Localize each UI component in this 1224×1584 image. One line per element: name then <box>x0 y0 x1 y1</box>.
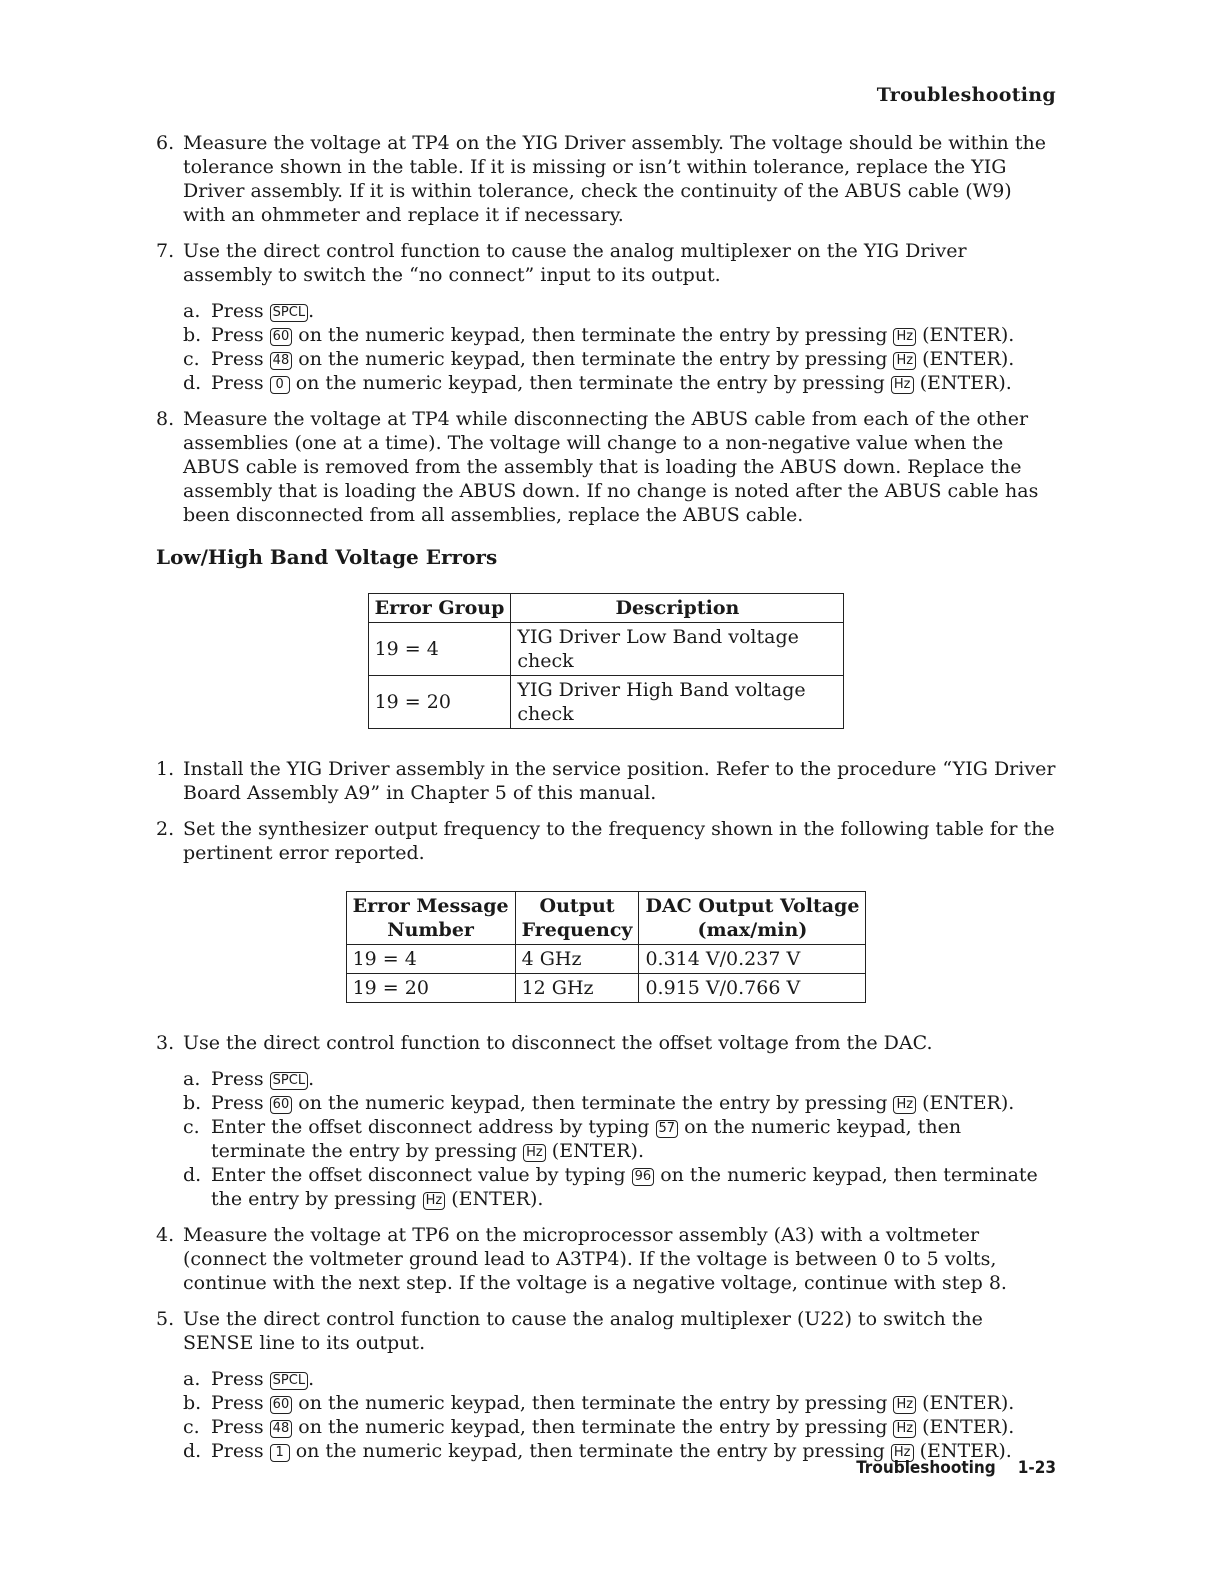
steps-list-2 <box>156 757 1056 865</box>
step-4 <box>156 1223 1056 1295</box>
key-0: 0 <box>270 376 290 394</box>
step-text: Install the YIG Driver assembly in the service position. Refer to the procedure “YIG Driver Board Assembly A9” in Chapter 5 of this manual. <box>183 758 1056 804</box>
key-60: 60 <box>270 1096 293 1114</box>
step-number: 8. <box>156 408 175 430</box>
header-line: Number <box>387 919 474 941</box>
table-cell: 4 GHz <box>515 945 639 974</box>
step-number: 5. <box>156 1308 175 1330</box>
enter-text: (ENTER). <box>919 372 1012 394</box>
step-2 <box>156 817 1056 865</box>
table-header-row <box>368 594 844 623</box>
instruction-text: on the numeric keypad, then terminate the entry by pressing <box>298 1416 888 1438</box>
spcl-key: SPCL <box>270 1072 308 1090</box>
step-text: Measure the voltage at TP6 on the microprocessor assembly (A3) with a voltmeter (connect the voltmeter ground lead to A3TP4). If the voltage is between 0 to 5 volts, continue with the next step. If the voltage is a negative voltage, continue with step 8. <box>183 1224 1007 1294</box>
step-text: Use the direct control function to cause the analog multiplexer (U22) to switch the SENSE line to its output. <box>183 1308 983 1354</box>
instruction-text: on the numeric keypad, then terminate the entry by pressing <box>298 1392 888 1414</box>
enter-text: (ENTER). <box>551 1140 644 1162</box>
step-number: 3. <box>156 1032 175 1054</box>
enter-text: (ENTER). <box>922 1392 1015 1414</box>
instruction-text: on the numeric keypad, then terminate the entry by pressing <box>295 1440 885 1462</box>
table-header-cell <box>515 892 639 945</box>
key-1: 1 <box>270 1444 290 1462</box>
page-number: 1-23 <box>1017 1458 1056 1478</box>
running-header: Troubleshooting <box>876 84 1056 106</box>
table-cell: 19 = 4 <box>346 945 515 974</box>
table-cell: 19 = 20 <box>346 974 515 1003</box>
step-8 <box>156 407 1056 527</box>
press-text: Press <box>211 1368 264 1390</box>
substep-letter: d. <box>183 372 202 394</box>
table-row <box>368 676 844 729</box>
step-text: Use the direct control function to disconnect the offset voltage from the DAC. <box>183 1032 933 1054</box>
substep-letter: c. <box>183 348 200 370</box>
substep-letter: b. <box>183 1092 202 1114</box>
table-header-cell <box>346 892 515 945</box>
page-content <box>156 131 1056 1475</box>
hz-key: Hz <box>523 1144 546 1162</box>
enter-text: (ENTER). <box>451 1188 544 1210</box>
step-number: 6. <box>156 132 175 154</box>
substep-letter: b. <box>183 1392 202 1414</box>
substep-b <box>183 323 1056 347</box>
substep-b <box>183 1091 1056 1115</box>
table-row <box>346 974 866 1003</box>
table-cell: 19 = 4 <box>368 623 511 676</box>
substep-letter: c. <box>183 1416 200 1438</box>
table-cell: 19 = 20 <box>368 676 511 729</box>
table-row <box>346 945 866 974</box>
steps-list-1 <box>156 131 1056 527</box>
header-line: DAC Output Voltage <box>645 895 860 917</box>
enter-text: (ENTER). <box>922 1416 1015 1438</box>
substep-letter: d. <box>183 1164 202 1186</box>
error-group-table <box>368 593 845 729</box>
header-line: Error Message <box>352 895 509 917</box>
step-number: 1. <box>156 758 175 780</box>
enter-text: (ENTER). <box>922 348 1015 370</box>
enter-text: (ENTER). <box>922 324 1015 346</box>
steps-list-3 <box>156 1031 1056 1463</box>
period: . <box>308 300 315 322</box>
substep-a <box>183 1067 1056 1091</box>
step-text: Set the synthesizer output frequency to the frequency shown in the following table for the pertinent error reported. <box>183 818 1055 864</box>
hz-key: Hz <box>893 1096 916 1114</box>
key-96: 96 <box>632 1168 655 1186</box>
table-header-cell <box>639 892 866 945</box>
key-60: 60 <box>270 328 293 346</box>
substep-a <box>183 1367 1056 1391</box>
table-cell: 0.915 V/0.766 V <box>639 974 866 1003</box>
step-3 <box>156 1031 1056 1211</box>
step-number: 2. <box>156 818 175 840</box>
substep-letter: b. <box>183 324 202 346</box>
running-footer <box>856 1458 1056 1478</box>
press-text: Press <box>211 372 264 394</box>
instruction-text: on the numeric keypad, then terminate the entry by pressing <box>211 1164 1038 1210</box>
instruction-text: on the numeric keypad, then terminate the entry by pressing <box>211 1116 962 1162</box>
substep-letter: d. <box>183 1440 202 1462</box>
substep-d <box>183 371 1056 395</box>
period: . <box>308 1068 315 1090</box>
enter-text: (ENTER). <box>922 1092 1015 1114</box>
instruction-text: Enter the offset disconnect value by typing <box>211 1164 626 1186</box>
frequency-table <box>346 891 867 1003</box>
table-cell: YIG Driver Low Band voltage check <box>511 623 844 676</box>
header-line: (max/min) <box>697 919 808 941</box>
press-text: Press <box>211 300 264 322</box>
header-line: Frequency <box>521 919 633 941</box>
substep-c <box>183 1415 1056 1439</box>
hz-key: Hz <box>423 1192 446 1210</box>
step-text: Measure the voltage at TP4 while disconnecting the ABUS cable from each of the other assemblies (one at a time). The voltage will change to a non-negative value when the ABUS cable is removed from the assembly that is loading the ABUS down. Replace the assembly that is loading the ABUS down. If no change is noted after the ABUS cable has been disconnected from all assemblies, replace the ABUS cable. <box>183 408 1039 526</box>
substep-letter: a. <box>183 300 201 322</box>
table-header-cell: Description <box>511 594 844 623</box>
step-1 <box>156 757 1056 805</box>
period: . <box>308 1368 315 1390</box>
substep-letter: a. <box>183 1368 201 1390</box>
spcl-key: SPCL <box>270 1372 308 1390</box>
instruction-text: Enter the offset disconnect address by typing <box>211 1116 650 1138</box>
substep-letter: c. <box>183 1116 200 1138</box>
hz-key: Hz <box>893 1420 916 1438</box>
header-line: Output <box>539 895 615 917</box>
key-48: 48 <box>270 1420 293 1438</box>
step-5 <box>156 1307 1056 1463</box>
substep-c <box>183 1115 1056 1163</box>
substep-a <box>183 299 1056 323</box>
step-number: 7. <box>156 240 175 262</box>
substeps <box>183 1367 1056 1463</box>
enter-text: (ENTER). <box>919 1440 1012 1462</box>
key-57: 57 <box>656 1120 679 1138</box>
substep-letter: a. <box>183 1068 201 1090</box>
step-7 <box>156 239 1056 395</box>
step-text: Use the direct control function to cause the analog multiplexer on the YIG Driver assembly to switch the “no connect” input to its output. <box>183 240 967 286</box>
hz-key: Hz <box>893 328 916 346</box>
press-text: Press <box>211 1092 264 1114</box>
step-6 <box>156 131 1056 227</box>
press-text: Press <box>211 1440 264 1462</box>
table-header-row <box>346 892 866 945</box>
press-text: Press <box>211 324 264 346</box>
substep-d <box>183 1163 1056 1211</box>
table-header-cell: Error Group <box>368 594 511 623</box>
substep-b <box>183 1391 1056 1415</box>
key-60: 60 <box>270 1396 293 1414</box>
hz-key: Hz <box>893 1396 916 1414</box>
hz-key: Hz <box>891 376 914 394</box>
table-cell: 12 GHz <box>515 974 639 1003</box>
table-cell: 0.314 V/0.237 V <box>639 945 866 974</box>
substeps <box>183 1067 1056 1211</box>
instruction-text: on the numeric keypad, then terminate the entry by pressing <box>295 372 885 394</box>
step-text: Measure the voltage at TP4 on the YIG Driver assembly. The voltage should be within the tolerance shown in the table. If it is missing or isn’t within tolerance, replace the YIG Driver assembly. If it is within tolerance, check the continuity of the ABUS cable (W9) with an ohmmeter and replace it if necessary. <box>183 132 1046 226</box>
footer-section: Troubleshooting <box>856 1458 996 1478</box>
key-48: 48 <box>270 352 293 370</box>
table-row <box>368 623 844 676</box>
instruction-text: on the numeric keypad, then terminate the entry by pressing <box>298 1092 888 1114</box>
press-text: Press <box>211 1068 264 1090</box>
table-cell: YIG Driver High Band voltage check <box>511 676 844 729</box>
press-text: Press <box>211 1392 264 1414</box>
hz-key: Hz <box>893 352 916 370</box>
substeps <box>183 299 1056 395</box>
hz-key: Hz <box>891 1444 914 1462</box>
instruction-text: on the numeric keypad, then terminate the entry by pressing <box>298 324 888 346</box>
spcl-key: SPCL <box>270 304 308 322</box>
instruction-text: on the numeric keypad, then terminate the entry by pressing <box>298 348 888 370</box>
substep-c <box>183 347 1056 371</box>
section-heading: Low/High Band Voltage Errors <box>156 545 498 569</box>
press-text: Press <box>211 1416 264 1438</box>
press-text: Press <box>211 348 264 370</box>
step-number: 4. <box>156 1224 175 1246</box>
